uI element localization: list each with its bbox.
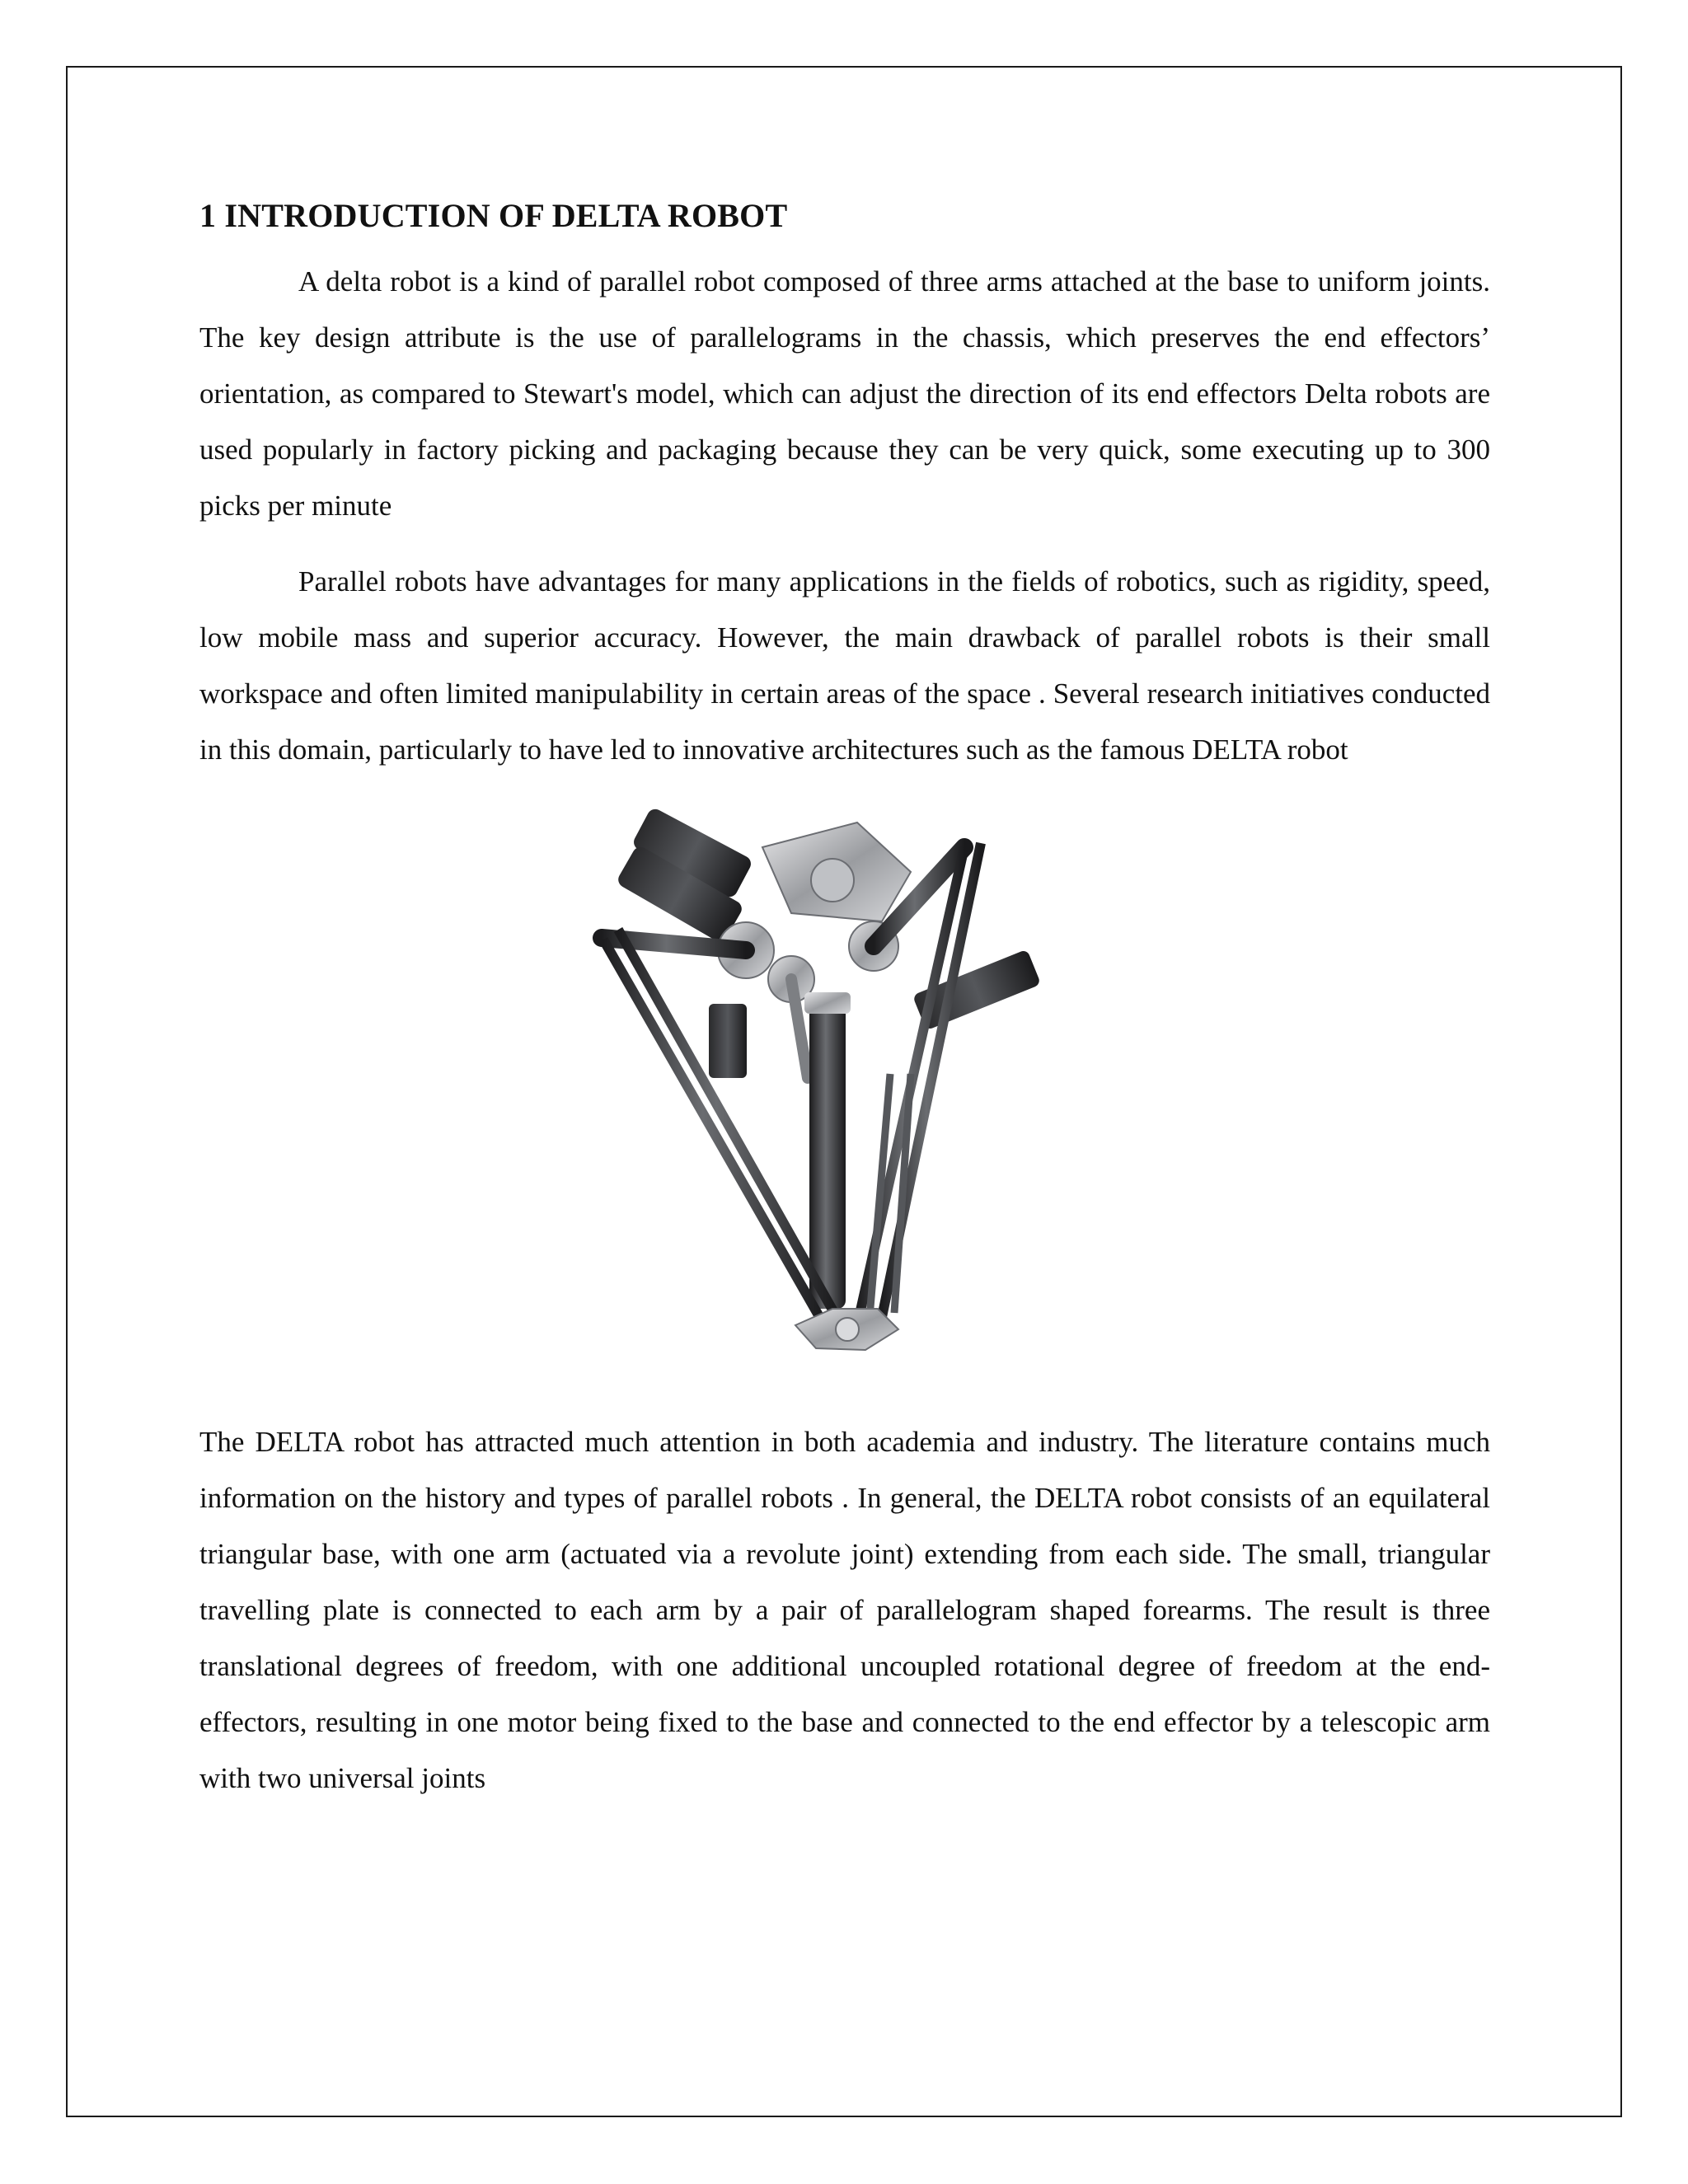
- section-heading: 1 INTRODUCTION OF DELTA ROBOT: [199, 197, 788, 234]
- delta-robot-figure: [199, 798, 1490, 1399]
- delta-robot-illustration: [585, 798, 1113, 1366]
- document-body: [199, 196, 1490, 1826]
- paragraph-delta-description: The DELTA robot has attracted much attention in both academia and industry. The literature contains much information on the history and types of parallel robots . In general, the DELTA robot consists of an equilateral triangular base, with one arm (actuated via a revolute joint) extending from each side. The small, triangular travelling plate is connected to each arm by a pair of parallelogram shaped forearms. The result is three translational degrees of freedom, with one additional uncoupled rotational degree of freedom at the end-effectors, resulting in one motor being fixed to the base and connected to the end effector by a telescopic arm with two universal joints: [199, 1426, 1490, 1794]
- paragraph-advantages: Parallel robots have advantages for many applications in the fields of robotics, such as rigidity, speed, low mobile mass and superior accuracy. However, the main drawback of parallel robots is their small workspace and often limited manipulability in certain areas of the space . Several research initiatives conducted in this domain, particularly to have led to innovative architectures such as the famous DELTA robot: [199, 565, 1490, 766]
- paragraph-intro: A delta robot is a kind of parallel robot composed of three arms attached at the base to uniform joints. The key design attribute is the use of parallelograms in the chassis, which preserves the end effectors’ orientation, as compared to Stewart's model, which can adjust the direction of its end effectors Delta robots are used popularly in factory picking and packaging because they can be very quick, some executing up to 300 picks per minute: [199, 265, 1490, 522]
